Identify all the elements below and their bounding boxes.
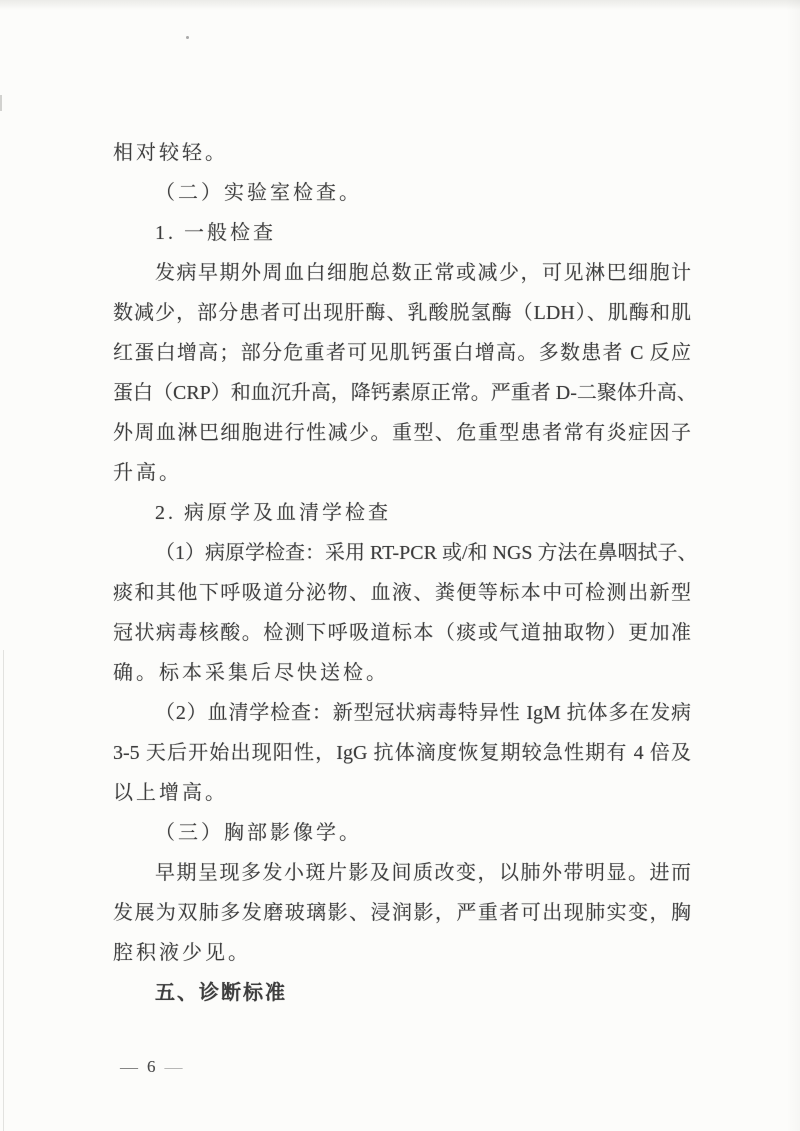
text-line: （2）血清学检查：新型冠状病毒特异性 IgM 抗体多在发病 [155,702,691,724]
text-line: 红蛋白增高；部分危重者可见肌钙蛋白增高。多数患者 C 反应 [113,342,691,364]
text-line: 痰和其他下呼吸道分泌物、血液、粪便等标本中可检测出新型 [113,582,691,604]
page-number: 6 [147,1057,156,1076]
subsection-heading-lab-tests: （二）实验室检查。 [155,182,362,204]
scan-edge-top [0,0,800,10]
text-line: 发展为双肺多发磨玻璃影、浸润影，严重者可出现肺实变，胸 [113,902,691,924]
scan-speck [186,36,189,39]
text-line: 冠状病毒核酸。检测下呼吸道标本（痰或气道抽取物）更加准 [113,622,691,644]
section-heading-diagnosis-criteria: 五、诊断标准 [155,982,287,1004]
text-line: 发病早期外周血白细胞总数正常或减少，可见淋巴细胞计 [155,262,691,284]
page-footer [120,1057,183,1077]
text-line: 蛋白（CRP）和血沉升高，降钙素原正常。严重者 D-二聚体升高、 [113,382,697,404]
text-line: （1）病原学检查：采用 RT-PCR 或/和 NGS 方法在鼻咽拭子、 [155,542,698,564]
scan-edge-left-line [3,650,4,1131]
text-line: 3-5 天后开始出现阳性，IgG 抗体滴度恢复期较急性期有 4 倍及 [113,742,691,764]
scan-edge-left-mark [0,95,2,111]
subsection-heading-chest-imaging: （三）胸部影像学。 [155,822,362,844]
footer-dash-right: — [164,1057,183,1077]
item-heading-pathogen-serology-tests: 2. 病原学及血清学检查 [155,502,391,524]
text-line: 以上增高。 [113,782,228,804]
text-line: 外周血淋巴细胞进行性减少。重型、危重型患者常有炎症因子 [113,422,691,444]
text-line: 相对较轻。 [113,142,228,164]
text-line: 早期呈现多发小斑片影及间质改变，以肺外带明显。进而 [155,862,691,884]
footer-dash-left: — [120,1057,138,1077]
text-line: 升高。 [113,462,182,484]
text-line: 数减少，部分患者可出现肝酶、乳酸脱氢酶（LDH）、肌酶和肌 [113,302,691,324]
item-heading-general-tests: 1. 一般检查 [155,222,276,244]
text-line: 腔积液少见。 [113,942,251,964]
text-line: 确。标本采集后尽快送检。 [113,662,389,684]
document-body [113,133,698,1013]
scan-edge-right [786,0,800,1131]
